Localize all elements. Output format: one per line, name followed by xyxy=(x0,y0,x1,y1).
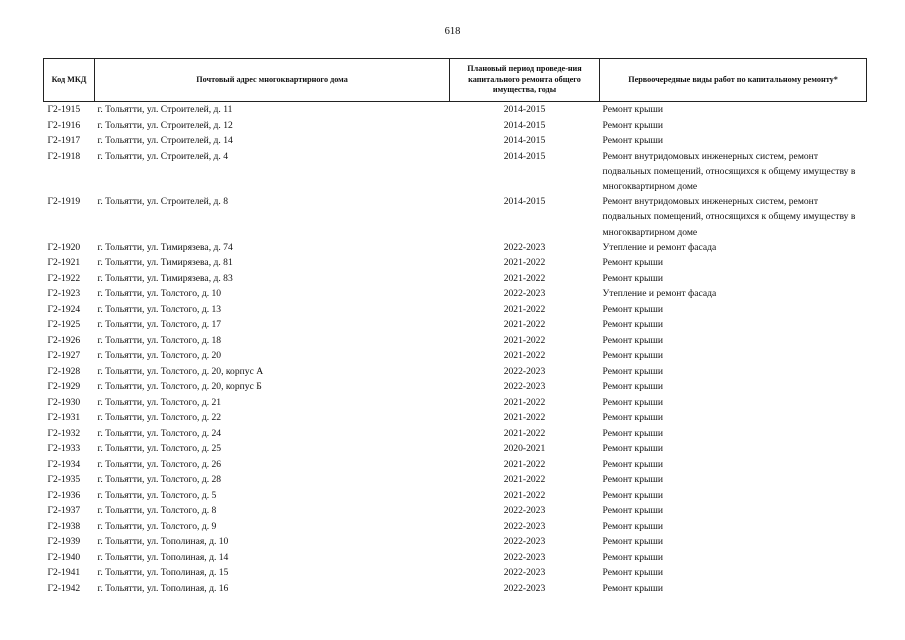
cell-code: Г2-1924 xyxy=(47,303,81,315)
table-row xyxy=(44,472,867,488)
cell-period: 2022-2023 xyxy=(503,505,546,517)
cell-address: г. Тольятти, ул. Толстого, д. 20, корпус Б xyxy=(97,381,262,393)
cell-code: Г2-1916 xyxy=(47,119,81,131)
cell-period: 2022-2023 xyxy=(503,241,546,253)
table-row xyxy=(44,519,867,535)
cell-period: 2021-2022 xyxy=(503,489,546,501)
cell-works: Ремонт крыши xyxy=(602,458,663,470)
cell-address: г. Тольятти, ул. Толстого, д. 8 xyxy=(97,505,217,517)
table-row xyxy=(44,488,867,504)
cell-code: Г2-1917 xyxy=(47,135,81,146)
table-body xyxy=(44,102,867,597)
table-row xyxy=(44,348,867,364)
cell-code: Г2-1928 xyxy=(47,365,81,377)
cell-works: Ремонт крыши xyxy=(602,582,663,594)
cell-code: Г2-1940 xyxy=(47,551,81,563)
table-row xyxy=(44,133,867,149)
cell-works: Ремонт крыши xyxy=(602,427,663,439)
table-header xyxy=(44,59,867,102)
table-row xyxy=(44,317,867,333)
cell-works: Ремонт внутридомовых инженерных систем, ремонт подвальных помещений, относящихся к общему имуществу в многоквартирном доме xyxy=(602,196,856,238)
table-row xyxy=(44,457,867,473)
cell-period: 2021-2022 xyxy=(503,303,546,315)
cell-works: Ремонт крыши xyxy=(602,257,663,269)
cell-code: Г2-1938 xyxy=(47,520,81,532)
cell-period: 2021-2022 xyxy=(503,272,546,284)
cell-period: 2021-2022 xyxy=(503,427,546,439)
cell-period: 2022-2023 xyxy=(503,551,546,563)
cell-period: 2022-2023 xyxy=(503,567,546,579)
table-row xyxy=(44,379,867,395)
table-row xyxy=(44,255,867,271)
cell-works: Ремонт крыши xyxy=(602,412,663,424)
cell-works: Ремонт крыши xyxy=(602,303,663,315)
cell-works: Ремонт крыши xyxy=(602,474,663,486)
cell-address: г. Тольятти, ул. Толстого, д. 17 xyxy=(97,319,222,331)
cell-code: Г2-1935 xyxy=(47,474,81,486)
cell-address: г. Тольятти, ул. Тополиная, д. 14 xyxy=(97,551,229,563)
cell-address: г. Тольятти, ул. Толстого, д. 24 xyxy=(97,427,222,439)
cell-period: 2021-2022 xyxy=(503,319,546,331)
table-row xyxy=(44,333,867,349)
cell-works: Ремонт крыши xyxy=(602,135,663,146)
table-row xyxy=(44,102,867,118)
cell-code: Г2-1921 xyxy=(47,257,81,269)
cell-works: Ремонт крыши xyxy=(602,319,663,331)
table-row xyxy=(44,194,867,240)
table-row xyxy=(44,240,867,256)
cell-code: Г2-1936 xyxy=(47,489,81,501)
header-code: Код МКД xyxy=(44,59,95,102)
cell-address: г. Тольятти, ул. Строителей, д. 4 xyxy=(97,150,229,162)
cell-period: 2021-2022 xyxy=(503,396,546,408)
cell-period: 2021-2022 xyxy=(503,257,546,269)
cell-code: Г2-1942 xyxy=(47,582,81,594)
cell-address: г. Тольятти, ул. Толстого, д. 22 xyxy=(97,412,222,424)
cell-period: 2022-2023 xyxy=(503,520,546,532)
cell-address: г. Тольятти, ул. Тимирязева, д. 83 xyxy=(97,272,233,284)
cell-code: Г2-1919 xyxy=(47,196,81,208)
cell-works: Ремонт крыши xyxy=(602,489,663,501)
table-row xyxy=(44,149,867,195)
table-header-row xyxy=(44,59,867,102)
table-row xyxy=(44,118,867,134)
cell-period: 2021-2022 xyxy=(503,334,546,346)
table-row xyxy=(44,534,867,550)
cell-period: 2022-2023 xyxy=(503,288,546,300)
cell-code: Г2-1933 xyxy=(47,443,81,455)
cell-works: Утепление и ремонт фасада xyxy=(602,288,717,300)
cell-code: Г2-1915 xyxy=(47,104,81,115)
cell-works: Ремонт крыши xyxy=(602,567,663,579)
cell-address: г. Тольятти, ул. Толстого, д. 9 xyxy=(97,520,217,532)
cell-period: 2021-2022 xyxy=(503,412,546,424)
cell-code: Г2-1925 xyxy=(47,319,81,331)
table-row xyxy=(44,410,867,426)
cell-period: 2022-2023 xyxy=(503,381,546,393)
cell-code: Г2-1941 xyxy=(47,567,81,579)
cell-period: 2022-2023 xyxy=(503,582,546,594)
cell-period: 2014-2015 xyxy=(503,196,546,208)
cell-period: 2022-2023 xyxy=(503,365,546,377)
cell-works: Ремонт крыши xyxy=(602,505,663,517)
cell-works: Ремонт крыши xyxy=(602,350,663,362)
cell-address: г. Тольятти, ул. Тополиная, д. 10 xyxy=(97,536,229,548)
cell-address: г. Тольятти, ул. Толстого, д. 18 xyxy=(97,334,222,346)
cell-period: 2021-2022 xyxy=(503,474,546,486)
cell-works: Ремонт внутридомовых инженерных систем, ремонт подвальных помещений, относящихся к общему имуществу в многоквартирном доме xyxy=(602,150,856,192)
cell-address: г. Тольятти, ул. Толстого, д. 5 xyxy=(97,489,217,501)
cell-code: Г2-1923 xyxy=(47,288,81,300)
cell-address: г. Тольятти, ул. Толстого, д. 10 xyxy=(97,288,222,300)
cell-period: 2020-2021 xyxy=(503,443,546,455)
cell-code: Г2-1918 xyxy=(47,150,81,162)
table-row xyxy=(44,302,867,318)
header-address: Почтовый адрес многоквартирного дома xyxy=(95,59,450,102)
cell-address: г. Тольятти, ул. Толстого, д. 13 xyxy=(97,303,222,315)
table-row xyxy=(44,395,867,411)
table-row xyxy=(44,503,867,519)
capital-repair-table xyxy=(43,58,867,596)
cell-code: Г2-1930 xyxy=(47,396,81,408)
header-works: Первоочередные виды работ по капитальному ремонту* xyxy=(600,59,867,102)
cell-works: Ремонт крыши xyxy=(602,381,663,393)
cell-works: Ремонт крыши xyxy=(602,443,663,455)
cell-address: г. Тольятти, ул. Строителей, д. 14 xyxy=(97,135,233,146)
cell-address: г. Тольятти, ул. Тополиная, д. 15 xyxy=(97,567,229,579)
page-number: 618 xyxy=(444,26,461,37)
cell-period: 2014-2015 xyxy=(503,119,546,131)
cell-period: 2022-2023 xyxy=(503,536,546,548)
cell-works: Ремонт крыши xyxy=(602,104,663,115)
cell-address: г. Тольятти, ул. Толстого, д. 20 xyxy=(97,350,222,362)
table-row xyxy=(44,441,867,457)
table-row xyxy=(44,286,867,302)
cell-works: Ремонт крыши xyxy=(602,536,663,548)
cell-works: Ремонт крыши xyxy=(602,272,663,284)
cell-address: г. Тольятти, ул. Тимирязева, д. 74 xyxy=(97,241,233,253)
cell-works: Ремонт крыши xyxy=(602,334,663,346)
cell-period: 2021-2022 xyxy=(503,458,546,470)
cell-works: Утепление и ремонт фасада xyxy=(602,241,717,253)
table-row xyxy=(44,364,867,380)
cell-code: Г2-1939 xyxy=(47,536,81,548)
cell-code: Г2-1929 xyxy=(47,381,81,393)
cell-period: 2014-2015 xyxy=(503,135,546,146)
cell-works: Ремонт крыши xyxy=(602,365,663,377)
table-row xyxy=(44,550,867,566)
cell-code: Г2-1934 xyxy=(47,458,81,470)
cell-period: 2014-2015 xyxy=(503,150,546,162)
table-row xyxy=(44,271,867,287)
header-period: Плановый период проведе-ния капитального ремонта общего имущества, годы xyxy=(450,59,600,102)
table-row xyxy=(44,426,867,442)
cell-address: г. Тольятти, ул. Тимирязева, д. 81 xyxy=(97,257,233,269)
cell-address: г. Тольятти, ул. Строителей, д. 12 xyxy=(97,119,233,131)
cell-code: Г2-1931 xyxy=(47,412,81,424)
table-row xyxy=(44,581,867,597)
cell-code: Г2-1922 xyxy=(47,272,81,284)
cell-works: Ремонт крыши xyxy=(602,396,663,408)
cell-address: г. Тольятти, ул. Толстого, д. 21 xyxy=(97,396,222,408)
cell-works: Ремонт крыши xyxy=(602,520,663,532)
cell-period: 2014-2015 xyxy=(503,104,546,115)
cell-address: г. Тольятти, ул. Строителей, д. 8 xyxy=(97,196,229,208)
cell-address: г. Тольятти, ул. Толстого, д. 28 xyxy=(97,474,222,486)
cell-works: Ремонт крыши xyxy=(602,119,663,131)
cell-code: Г2-1927 xyxy=(47,350,81,362)
cell-address: г. Тольятти, ул. Толстого, д. 25 xyxy=(97,443,222,455)
cell-address: г. Тольятти, ул. Толстого, д. 20, корпус А xyxy=(97,365,264,377)
cell-code: Г2-1937 xyxy=(47,505,81,517)
cell-address: г. Тольятти, ул. Тополиная, д. 16 xyxy=(97,582,229,594)
cell-code: Г2-1920 xyxy=(47,241,81,253)
cell-period: 2021-2022 xyxy=(503,350,546,362)
cell-code: Г2-1926 xyxy=(47,334,81,346)
cell-address: г. Тольятти, ул. Строителей, д. 11 xyxy=(97,104,233,115)
table-row xyxy=(44,565,867,581)
cell-works: Ремонт крыши xyxy=(602,551,663,563)
cell-code: Г2-1932 xyxy=(47,427,81,439)
cell-address: г. Тольятти, ул. Толстого, д. 26 xyxy=(97,458,222,470)
